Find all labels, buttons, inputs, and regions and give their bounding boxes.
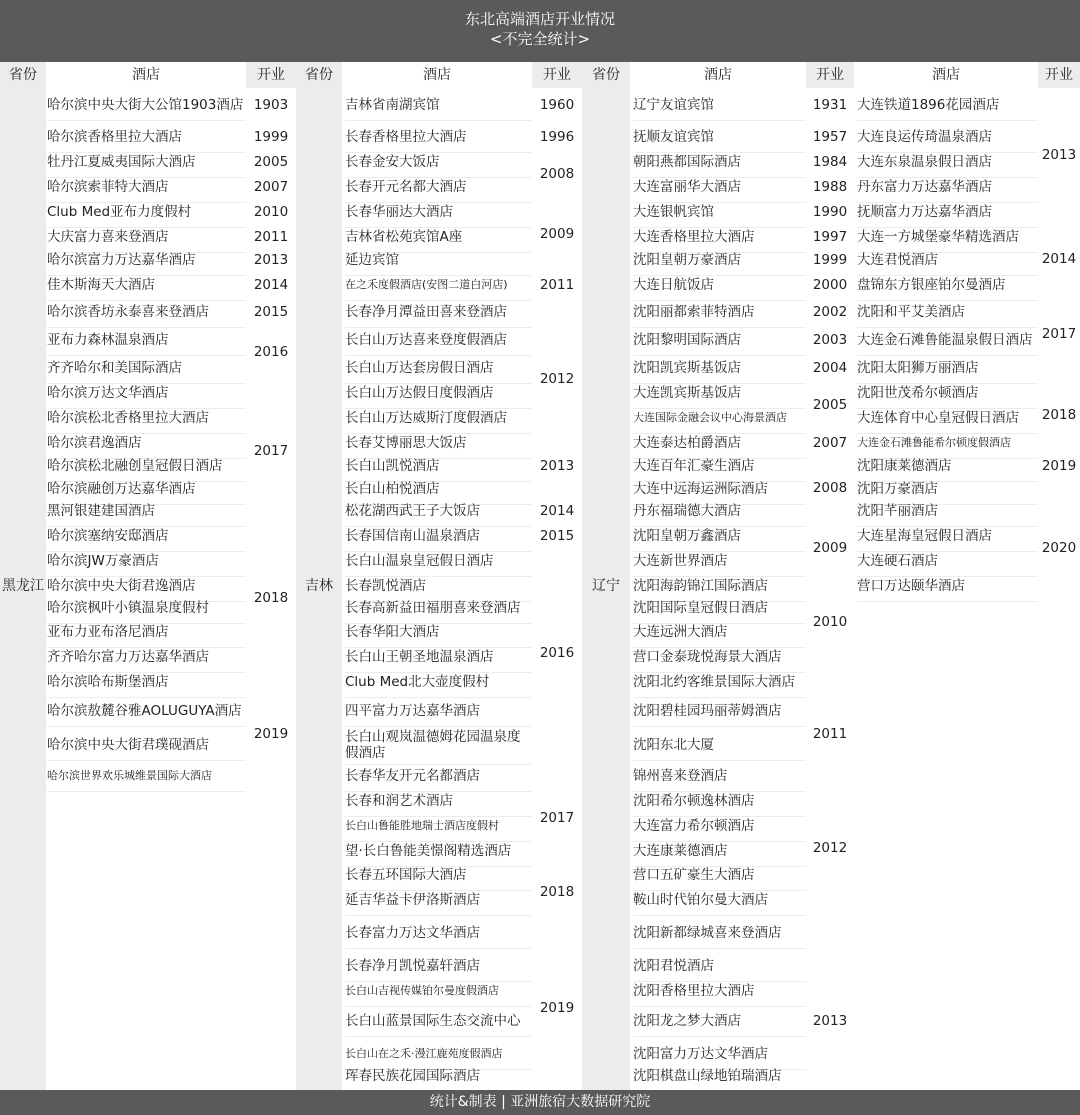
opening-year: 2007 xyxy=(246,179,296,195)
opening-year: 2013 xyxy=(532,458,582,474)
hotel-cell: 长白山鲁能胜地瑞士酒店度假村 xyxy=(345,818,532,842)
hotel-cell: 长白山蓝景国际生态交流中心 xyxy=(345,1013,532,1037)
hotel-cell: 望·长白鲁能美憬阁精选酒店 xyxy=(345,843,532,867)
hotel-cell: 长春华阳大酒店 xyxy=(345,624,532,648)
col-header-province: 省份 xyxy=(0,62,46,88)
hotel-cell: 长春高新益田福朋喜来登酒店 xyxy=(345,600,532,624)
opening-year: 2016 xyxy=(246,344,296,360)
opening-year: 1999 xyxy=(806,252,854,268)
hotel-cell: 盘锦东方银座铂尔曼酒店 xyxy=(857,277,1038,301)
hotel-cell: 长春五环国际大酒店 xyxy=(345,867,532,891)
hotel-cell: 长春净月凯悦嘉轩酒店 xyxy=(345,958,532,982)
hotel-cell: 哈尔滨敖麓谷雅AOLUGUYA酒店 xyxy=(47,703,246,727)
hotel-cell: 辽宁友谊宾馆 xyxy=(633,97,806,121)
hotel-cell: 哈尔滨索菲特大酒店 xyxy=(47,179,246,203)
hotel-cell: 沈阳富力万达文华酒店 xyxy=(633,1046,806,1070)
hotel-cell: 长春艾博丽思大饭店 xyxy=(345,435,532,459)
hotel-cell: 大连百年汇豪生酒店 xyxy=(633,458,806,482)
hotel-cell: 哈尔滨松北香格里拉大酒店 xyxy=(47,410,246,434)
hotel-cell: 在之禾度假酒店(安图二道白河店) xyxy=(345,277,532,301)
hotel-cell: 大连富丽华大酒店 xyxy=(633,179,806,203)
opening-year: 2018 xyxy=(532,884,582,900)
table-footer: 统计&制表 | 亚洲旅宿大数据研究院 xyxy=(0,1090,1080,1115)
hotel-cell: 长白山观岚温德姆花园温泉度假酒店 xyxy=(345,729,532,765)
hotel-cell: 丹东富力万达嘉华酒店 xyxy=(857,179,1038,203)
hotel-cell: 哈尔滨富力万达嘉华酒店 xyxy=(47,252,246,276)
table-header xyxy=(0,0,1080,62)
hotel-cell: 沈阳龙之梦大酒店 xyxy=(633,1013,806,1037)
hotel-cell: 沈阳国际皇冠假日酒店 xyxy=(633,600,806,624)
hotel-cell: 沈阳北约客维景国际大酒店 xyxy=(633,674,806,698)
hotel-cell: 营口金泰珑悦海景大酒店 xyxy=(633,649,806,673)
opening-year: 2012 xyxy=(806,840,854,856)
hotel-cell: 哈尔滨君逸酒店 xyxy=(47,435,246,459)
hotel-cell: 大连金石滩鲁能温泉假日酒店 xyxy=(857,332,1038,356)
hotel-cell: 沈阳皇朝万鑫酒店 xyxy=(633,528,806,552)
opening-year: 1988 xyxy=(806,179,854,195)
hotel-cell: 大连富力希尔顿酒店 xyxy=(633,818,806,842)
opening-year: 2005 xyxy=(246,154,296,170)
hotel-cell: 长春富力万达文华酒店 xyxy=(345,925,532,949)
hotel-cell: 长春净月潭益田喜来登酒店 xyxy=(345,304,532,328)
hotel-cell: 沈阳东北大厦 xyxy=(633,737,806,761)
col-header-province: 省份 xyxy=(296,62,342,88)
hotel-cell: 哈尔滨JW万豪酒店 xyxy=(47,553,246,577)
hotel-cell: 亚布力森林温泉酒店 xyxy=(47,332,246,356)
opening-year: 1997 xyxy=(806,229,854,245)
hotel-cell: 长春金安大饭店 xyxy=(345,154,532,178)
opening-year: 2019 xyxy=(246,726,296,742)
opening-year: 2013 xyxy=(1038,147,1080,163)
opening-year: 2015 xyxy=(532,528,582,544)
opening-year: 2000 xyxy=(806,277,854,293)
col-header-opening: 开业 xyxy=(532,62,582,88)
opening-year: 1903 xyxy=(246,97,296,113)
hotel-cell: 哈尔滨融创万达嘉华酒店 xyxy=(47,481,246,505)
hotel-cell: 大连君悦酒店 xyxy=(857,252,1038,276)
hotel-cell: 大连凯宾斯基饭店 xyxy=(633,385,806,409)
hotel-cell: 大连泰达柏爵酒店 xyxy=(633,435,806,459)
hotel-cell: 大连金石滩鲁能希尔顿度假酒店 xyxy=(857,435,1038,459)
opening-year: 1990 xyxy=(806,204,854,220)
hotel-cell: 长白山王朝圣地温泉酒店 xyxy=(345,649,532,673)
opening-year: 2008 xyxy=(806,480,854,496)
hotel-cell: 长白山万达威斯汀度假酒店 xyxy=(345,410,532,434)
hotel-cell: 长白山在之禾·漫江鹿苑度假酒店 xyxy=(345,1046,532,1070)
hotel-cell: 大连铁道1896花园酒店 xyxy=(857,97,1038,121)
hotel-cell: 大连康莱德酒店 xyxy=(633,843,806,867)
hotel-cell: 大连银帆宾馆 xyxy=(633,204,806,228)
opening-year: 2019 xyxy=(532,1000,582,1016)
hotel-cell: 长白山万达套房假日酒店 xyxy=(345,360,532,384)
hotel-cell: 朝阳燕都国际酒店 xyxy=(633,154,806,178)
hotel-cell: 长春和润艺术酒店 xyxy=(345,793,532,817)
opening-year: 2010 xyxy=(806,614,854,630)
hotel-cell: 沈阳君悦酒店 xyxy=(633,958,806,982)
hotel-cell: 长春香格里拉大酒店 xyxy=(345,129,532,153)
hotel-cell: 大庆富力喜来登酒店 xyxy=(47,229,246,253)
hotel-cell: 松花湖西武王子大饭店 xyxy=(345,503,532,527)
hotel-cell: 大连东泉温泉假日酒店 xyxy=(857,154,1038,178)
hotel-cell: 沈阳碧桂园玛丽蒂姆酒店 xyxy=(633,703,806,727)
hotel-cell: 长春国信南山温泉酒店 xyxy=(345,528,532,552)
hotel-cell: 沈阳丽都索菲特酒店 xyxy=(633,304,806,328)
hotel-cell: 营口五矿豪生大酒店 xyxy=(633,867,806,891)
hotel-cell: 延边宾馆 xyxy=(345,252,532,276)
hotel-cell: 沈阳皇朝万豪酒店 xyxy=(633,252,806,276)
hotel-cell: 沈阳希尔顿逸林酒店 xyxy=(633,793,806,817)
col-header-hotel: 酒店 xyxy=(854,62,1038,88)
hotel-cell: 沈阳世茂希尔顿酒店 xyxy=(857,385,1038,409)
hotel-cell: 牡丹江夏威夷国际大酒店 xyxy=(47,154,246,178)
hotel-cell: 延吉华益卡伊洛斯酒店 xyxy=(345,892,532,916)
opening-year: 2020 xyxy=(1038,540,1080,556)
opening-year: 2014 xyxy=(1038,251,1080,267)
opening-year: 2009 xyxy=(806,540,854,556)
hotel-cell: 沈阳康莱德酒店 xyxy=(857,458,1038,482)
opening-year: 1957 xyxy=(806,129,854,145)
col-header-province: 省份 xyxy=(582,62,630,88)
hotel-cell: 大连新世界酒店 xyxy=(633,553,806,577)
province-name: 辽宁 xyxy=(592,578,620,594)
hotel-cell: 哈尔滨万达文华酒店 xyxy=(47,385,246,409)
hotel-cell: 鞍山时代铂尔曼大酒店 xyxy=(633,892,806,916)
opening-year: 2009 xyxy=(532,226,582,242)
hotel-cell: 哈尔滨哈布斯堡酒店 xyxy=(47,674,246,698)
hotel-cell: 大连硬石酒店 xyxy=(857,553,1038,577)
col-header-opening: 开业 xyxy=(1038,62,1080,88)
hotel-cell: 沈阳香格里拉大酒店 xyxy=(633,983,806,1007)
opening-year: 2007 xyxy=(806,435,854,451)
opening-year: 1931 xyxy=(806,97,854,113)
hotel-cell: 沈阳新都绿城喜来登酒店 xyxy=(633,925,806,949)
hotel-cell: 齐齐哈尔和美国际酒店 xyxy=(47,360,246,384)
hotel-cell: Club Med北大壶度假村 xyxy=(345,674,532,698)
hotel-cell: 长白山万达喜来登度假酒店 xyxy=(345,332,532,356)
hotel-cell: 长春凯悦酒店 xyxy=(345,578,532,602)
hotel-cell: 长白山吉视传媒铂尔曼度假酒店 xyxy=(345,983,532,1007)
opening-year: 1960 xyxy=(532,97,582,113)
hotel-cell: 大连香格里拉大酒店 xyxy=(633,229,806,253)
province-name: 吉林 xyxy=(305,578,333,594)
hotel-cell: 锦州喜来登酒店 xyxy=(633,768,806,792)
opening-year: 2004 xyxy=(806,360,854,376)
opening-year: 2014 xyxy=(246,277,296,293)
hotel-cell: 沈阳黎明国际酒店 xyxy=(633,332,806,356)
hotel-cell: 沈阳芊丽酒店 xyxy=(857,503,1038,527)
opening-year: 1996 xyxy=(532,129,582,145)
hotel-cell: 齐齐哈尔富力万达嘉华酒店 xyxy=(47,649,246,673)
opening-year: 2013 xyxy=(806,1013,854,1029)
hotel-cell: 佳木斯海天大酒店 xyxy=(47,277,246,301)
opening-year: 2015 xyxy=(246,304,296,320)
hotel-cell: 哈尔滨塞纳安邸酒店 xyxy=(47,528,246,552)
hotel-cell: 营口万达颐华酒店 xyxy=(857,578,1038,602)
hotel-cell: 丹东福瑞德大酒店 xyxy=(633,503,806,527)
table-title: 东北高端酒店开业情况 xyxy=(464,10,615,28)
province-name: 黑龙江 xyxy=(2,578,44,594)
col-header-hotel: 酒店 xyxy=(342,62,532,88)
table-subtitle: <不完全统计> xyxy=(489,30,591,48)
hotel-cell: 大连国际金融会议中心海景酒店 xyxy=(633,410,806,434)
opening-year: 2011 xyxy=(806,726,854,742)
opening-year: 2002 xyxy=(806,304,854,320)
hotel-cell: 大连日航饭店 xyxy=(633,277,806,301)
hotel-cell: 吉林省松苑宾馆A座 xyxy=(345,229,532,253)
hotel-cell: 哈尔滨中央大街君逸酒店 xyxy=(47,578,246,602)
hotel-cell: 哈尔滨香坊永泰喜来登酒店 xyxy=(47,304,246,328)
opening-year: 2017 xyxy=(1038,326,1080,342)
opening-year: 2017 xyxy=(246,443,296,459)
opening-year: 2008 xyxy=(532,166,582,182)
hotel-cell: 四平富力万达嘉华酒店 xyxy=(345,703,532,727)
hotel-cell: 亚布力亚布洛尼酒店 xyxy=(47,624,246,648)
opening-year: 2018 xyxy=(1038,407,1080,423)
hotel-cell: 哈尔滨香格里拉大酒店 xyxy=(47,129,246,153)
hotel-cell: 沈阳太阳狮万丽酒店 xyxy=(857,360,1038,384)
hotel-cell: 黑河银建建国酒店 xyxy=(47,503,246,527)
hotel-cell: 珲春民族花园国际酒店 xyxy=(345,1068,532,1092)
col-header-opening: 开业 xyxy=(246,62,296,88)
hotel-cell: 大连远洲大酒店 xyxy=(633,624,806,648)
hotel-cell: 哈尔滨中央大街大公馆1903酒店 xyxy=(47,97,246,121)
opening-year: 2011 xyxy=(246,229,296,245)
hotel-cell: 哈尔滨世界欢乐城维景国际大酒店 xyxy=(47,768,246,792)
hotel-cell: 沈阳海韵锦江国际酒店 xyxy=(633,578,806,602)
hotel-cell: 长白山柏悦酒店 xyxy=(345,481,532,505)
opening-year: 1984 xyxy=(806,154,854,170)
opening-year: 2005 xyxy=(806,397,854,413)
hotel-cell: 抚顺友谊宾馆 xyxy=(633,129,806,153)
opening-year: 2016 xyxy=(532,645,582,661)
hotel-cell: 长春华友开元名都酒店 xyxy=(345,768,532,792)
hotel-cell: 抚顺富力万达嘉华酒店 xyxy=(857,204,1038,228)
col-header-hotel: 酒店 xyxy=(630,62,806,88)
hotel-cell: 沈阳和平艾美酒店 xyxy=(857,304,1038,328)
hotel-cell: 长春开元名都大酒店 xyxy=(345,179,532,203)
opening-year: 2019 xyxy=(1038,458,1080,474)
opening-year: 2012 xyxy=(532,371,582,387)
hotel-cell: 长白山温泉皇冠假日酒店 xyxy=(345,553,532,577)
hotel-cell: 长白山万达假日度假酒店 xyxy=(345,385,532,409)
hotel-cell: 大连星海皇冠假日酒店 xyxy=(857,528,1038,552)
hotel-cell: 沈阳凯宾斯基饭店 xyxy=(633,360,806,384)
hotel-cell: 大连良运传琦温泉酒店 xyxy=(857,129,1038,153)
opening-year: 2011 xyxy=(532,277,582,293)
col-header-opening: 开业 xyxy=(806,62,854,88)
opening-year: 2017 xyxy=(532,810,582,826)
col-header-hotel: 酒店 xyxy=(46,62,246,88)
opening-year: 1999 xyxy=(246,129,296,145)
hotel-cell: 大连中远海运洲际酒店 xyxy=(633,481,806,505)
hotel-cell: Club Med亚布力度假村 xyxy=(47,204,246,228)
hotel-cell: 长白山凯悦酒店 xyxy=(345,458,532,482)
opening-year: 2003 xyxy=(806,332,854,348)
opening-year: 2018 xyxy=(246,590,296,606)
hotel-cell: 吉林省南湖宾馆 xyxy=(345,97,532,121)
opening-year: 2014 xyxy=(532,503,582,519)
hotel-cell: 沈阳棋盘山绿地铂瑞酒店 xyxy=(633,1068,806,1092)
hotel-cell: 长春华丽达大酒店 xyxy=(345,204,532,228)
hotel-cell: 哈尔滨松北融创皇冠假日酒店 xyxy=(47,458,246,482)
hotel-cell: 哈尔滨枫叶小镇温泉度假村 xyxy=(47,600,246,624)
hotel-cell: 大连一方城堡豪华精选酒店 xyxy=(857,229,1038,253)
hotel-cell: 大连体育中心皇冠假日酒店 xyxy=(857,410,1038,434)
opening-year: 2013 xyxy=(246,252,296,268)
opening-year: 2010 xyxy=(246,204,296,220)
hotel-cell: 沈阳万豪酒店 xyxy=(857,481,1038,505)
hotel-cell: 哈尔滨中央大街君璞砚酒店 xyxy=(47,737,246,761)
